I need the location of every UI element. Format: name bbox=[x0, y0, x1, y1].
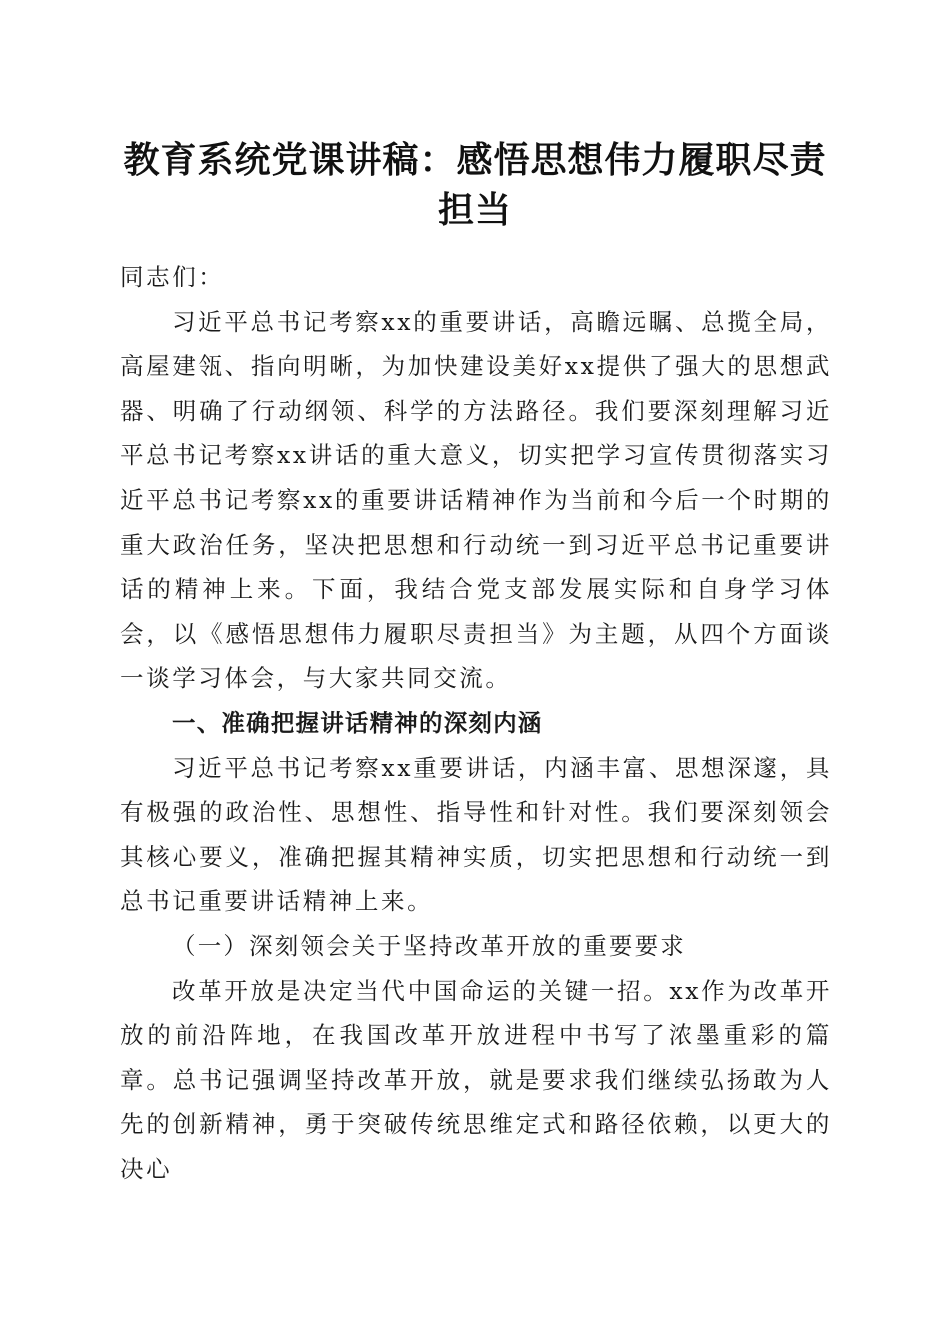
subsection-1-paragraph: 改革开放是决定当代中国命运的关键一招。xx作为改革开放的前沿阵地，在我国改革开放进程中书写了浓墨重彩的篇章。总书记强调坚持改革开放，就是要求我们继续弘扬敢为人先的创新精神，勇于突破传统思维定式和路径依赖，以更大的决心 bbox=[120, 976, 832, 1183]
section-1-paragraph: 习近平总书记考察xx重要讲话，内涵丰富、思想深邃，具有极强的政治性、思想性、指导性和针对性。我们要深刻领会其核心要义，准确把握其精神实质，切实把思想和行动统一到总书记重要讲话精神上来。 bbox=[120, 753, 832, 916]
document-title: 教育系统党课讲稿：感悟思想伟力履职尽责担当 bbox=[123, 140, 827, 231]
greeting: 同志们： bbox=[120, 263, 225, 291]
intro-paragraph: 习近平总书记考察xx的重要讲话，高瞻远瞩、总揽全局，高屋建瓴、指向明晰，为加快建设美好xx提供了强大的思想武器、明确了行动纲领、科学的方法路径。我们要深刻理解习近平总书记考察xx讲话的重大意义，切实把学习宣传贯彻落实习近平总书记考察xx的重要讲话精神作为当前和今后一个时期的重大政治任务，坚决把思想和行动统一到习近平总书记重要讲话的精神上来。下面，我结合党支部发展实际和自身学习体会，以《感悟思想伟力履职尽责担当》为主题，从四个方面谈一谈学习体会，与大家共同交流。 bbox=[120, 307, 832, 693]
document-body bbox=[120, 255, 832, 1191]
subsection-heading-1: （一）深刻领会关于坚持改革开放的重要要求 bbox=[172, 931, 686, 960]
section-heading-1: 一、准确把握讲话精神的深刻内涵 bbox=[172, 708, 543, 737]
